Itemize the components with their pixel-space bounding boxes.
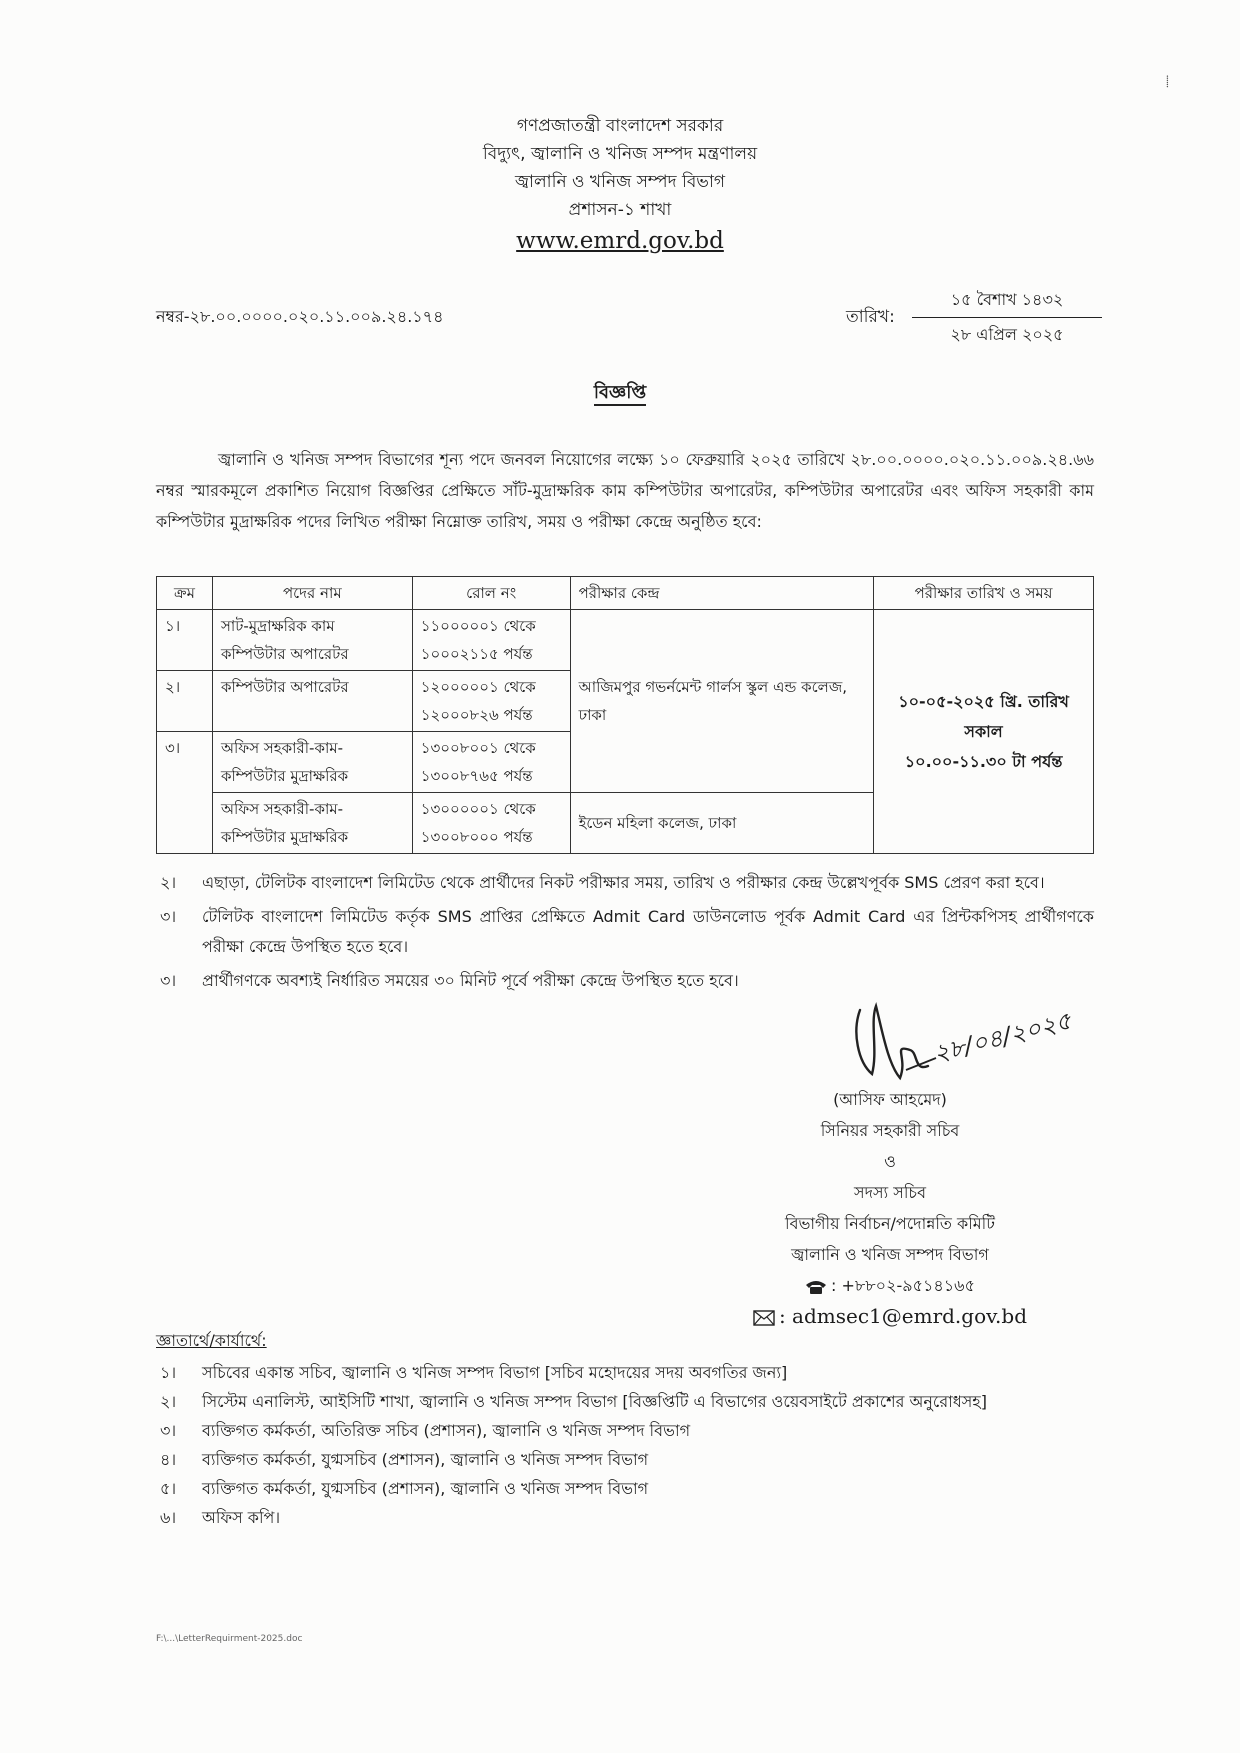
exam-schedule-table: [156, 576, 1094, 854]
email-address[interactable]: : admsec1@emrd.gov.bd: [778, 1304, 1028, 1328]
header-roll: রোল নং: [412, 577, 570, 610]
signatory-designation: সিনিয়র সহকারী সচিব: [820, 1121, 960, 1140]
row-roll: ১১০০০০০১ থেকে ১০০০২১১৫ পর্যন্ত: [412, 610, 570, 671]
table-row: [157, 610, 1094, 671]
file-path-footer: F:\...\LetterRequirment-2025.doc: [156, 1634, 303, 1644]
phone-icon: [805, 1279, 827, 1295]
list-item: ৪। ব্যক্তিগত কর্মকর্তা, যুগ্মসচিব (প্রশাসন), জ্বালানি ও খনিজ সম্পদ বিভাগ: [160, 1450, 649, 1469]
header-datetime: পরীক্ষার তারিখ ও সময়: [874, 577, 1094, 610]
row-roll: ১৩০০০০০১ থেকে ১৩০০৮০০০ পর্যন্ত: [412, 793, 570, 854]
row-roll: ১২০০০০০১ থেকে ১২০০০৮২৬ পর্যন্ত: [412, 671, 570, 732]
website-link[interactable]: www.emrd.gov.bd: [516, 228, 724, 254]
header-post: পদের নাম: [212, 577, 412, 610]
letterhead: [0, 112, 1240, 258]
exam-datetime: ১০-০৫-২০২৫ খ্রি. তারিখ সকাল ১০.০০-১১.৩০ টা পর্যন্ত: [874, 610, 1094, 854]
exam-center-eden: ইডেন মহিলা কলেজ, ঢাকা: [570, 793, 874, 854]
notes-list: [156, 868, 1094, 1000]
handwritten-signature: [848, 992, 1088, 1092]
signatory-role: সদস্য সচিব: [854, 1183, 926, 1202]
row-roll: ১৩০০৮০০১ থেকে ১৩০০৮৭৬৫ পর্যন্ত: [412, 732, 570, 793]
signature-date: ২৮/০৪/২০২৫: [930, 1006, 1075, 1068]
list-item: ২। সিস্টেম এনালিস্ট, আইসিটি শাখা, জ্বালানি ও খনিজ সম্পদ বিভাগ [বিজ্ঞপ্তিটি এ বিভাগের ওয়েবসাইটে প্রকাশের অনুরোধসহ]: [160, 1392, 987, 1411]
header-center: পরীক্ষার কেন্দ্র: [570, 577, 874, 610]
date-label: তারিখ:: [846, 307, 895, 327]
signatory-name: (আসিফ আহমেদ): [833, 1090, 947, 1109]
govt-name: গণপ্রজাতন্ত্রী বাংলাদেশ সরকার: [516, 116, 724, 136]
ministry-name: বিদ্যুৎ, জ্বালানি ও খনিজ সম্পদ মন্ত্রণালয়: [482, 144, 758, 164]
list-item: ৫। ব্যক্তিগত কর্মকর্তা, যুগ্মসচিব (প্রশাসন), জ্বালানি ও খনিজ সম্পদ বিভাগ: [160, 1479, 649, 1498]
note-item: ৩। প্রার্থীগণকে অবশ্যই নির্ধারিত সময়ের ৩০ মিনিট পূর্বে পরীক্ষা কেন্দ্রে উপস্থিত হতে হবে।: [160, 971, 739, 990]
row-post: কম্পিউটার অপারেটর: [212, 671, 412, 732]
date-block: [912, 286, 1102, 349]
signatory-division: জ্বালানি ও খনিজ সম্পদ বিভাগ: [791, 1245, 989, 1264]
scan-mark: ⸽: [1166, 75, 1169, 88]
table-header-row: [157, 577, 1094, 610]
header-serial: ক্রম: [157, 577, 213, 610]
list-item: ৬। অফিস কপি।: [160, 1508, 281, 1527]
exam-center-azimpur: আজিমপুর গভর্নমেন্ট গার্লস স্কুল এন্ড কলেজ, ঢাকা: [570, 610, 874, 793]
row-post: অফিস সহকারী-কাম-কম্পিউটার মুদ্রাক্ষরিক: [212, 793, 412, 854]
row-serial: ১।: [157, 610, 213, 671]
note-item: ২। এছাড়া, টেলিটক বাংলাদেশ লিমিটেড থেকে প্রার্থীদের নিকট পরীক্ষার সময়, তারিখ ও পরীক্ষার কেন্দ্র উল্লেখপূর্বক SMS প্রেরণ করা হবে।: [160, 873, 1045, 892]
signature-block: [690, 1084, 1090, 1332]
phone-line: : +৮৮০২-৯৫১৪১৬৫: [690, 1270, 1090, 1301]
row-post: সাট-মুদ্রাক্ষরিক কাম কম্পিউটার অপারেটর: [212, 610, 412, 671]
row-post: অফিস সহকারী-কাম-কম্পিউটার মুদ্রাক্ষরিক: [212, 732, 412, 793]
distribution-list: [156, 1326, 1094, 1532]
date-bangla: ১৫ বৈশাখ ১৪৩২: [950, 290, 1064, 309]
row-serial: ২।: [157, 671, 213, 732]
list-item: ৩। ব্যক্তিগত কর্মকর্তা, অতিরিক্ত সচিব (প্রশাসন), জ্বালানি ও খনিজ সম্পদ বিভাগ: [160, 1421, 691, 1440]
signatory-and: ও: [884, 1152, 896, 1171]
list-item: ১। সচিবের একান্ত সচিব, জ্বালানি ও খনিজ সম্পদ বিভাগ [সচিব মহোদয়ের সদয় অবগতির জন্য]: [160, 1363, 788, 1382]
division-name: জ্বালানি ও খনিজ সম্পদ বিভাগ: [514, 172, 726, 192]
row-serial: ৩।: [157, 732, 213, 854]
memo-number: নম্বর-২৮.০০.০০০০.০২০.১১.০০৯.২৪.১৭৪: [156, 307, 444, 326]
signatory-committee: বিভাগীয় নির্বাচন/পদোন্নতি কমিটি: [785, 1214, 995, 1233]
branch-name: প্রশাসন-১ শাখা: [568, 200, 672, 220]
distribution-heading: জ্ঞাতার্থে/কার্যার্থে:: [156, 1331, 267, 1350]
note-item: ৩। টেলিটক বাংলাদেশ লিমিটেড কর্তৃক SMS প্রাপ্তির প্রেক্ষিতে Admit Card ডাউনলোড পূর্বক Admit Card এর প্রিন্টকপিসহ প্রার্থীগণকে পরীক্ষা কেন্দ্রে উপস্থিত হতে হবে।: [160, 907, 1094, 956]
date-gregorian: ২৮ এপ্রিল ২০২৫: [950, 325, 1064, 344]
notice-title: বিজ্ঞপ্তি: [0, 378, 1240, 409]
date-divider: [912, 317, 1102, 318]
envelope-icon: [753, 1310, 775, 1326]
intro-paragraph: জ্বালানি ও খনিজ সম্পদ বিভাগের শূন্য পদে জনবল নিয়োগের লক্ষ্যে ১০ ফেব্রুয়ারি ২০২৫ তারিখে ২৮.০০.০০০০.০২০.১১.০০৯.২৪.৬৬ নম্বর স্মারকমূলে প্রকাশিত নিয়োগ বিজ্ঞপ্তির প্রেক্ষিতে সাঁট-মুদ্রাক্ষরিক কাম কম্পিউটার অপারেটর, কম্পিউটার অপারেটর এবং অফিস সহকারী কাম কম্পিউটার মুদ্রাক্ষরিক পদের লিখিত পরীক্ষা নিম্নোক্ত তারিখ, সময় ও পরীক্ষা কেন্দ্রে অনুষ্ঠিত হবে:: [156, 450, 1094, 531]
